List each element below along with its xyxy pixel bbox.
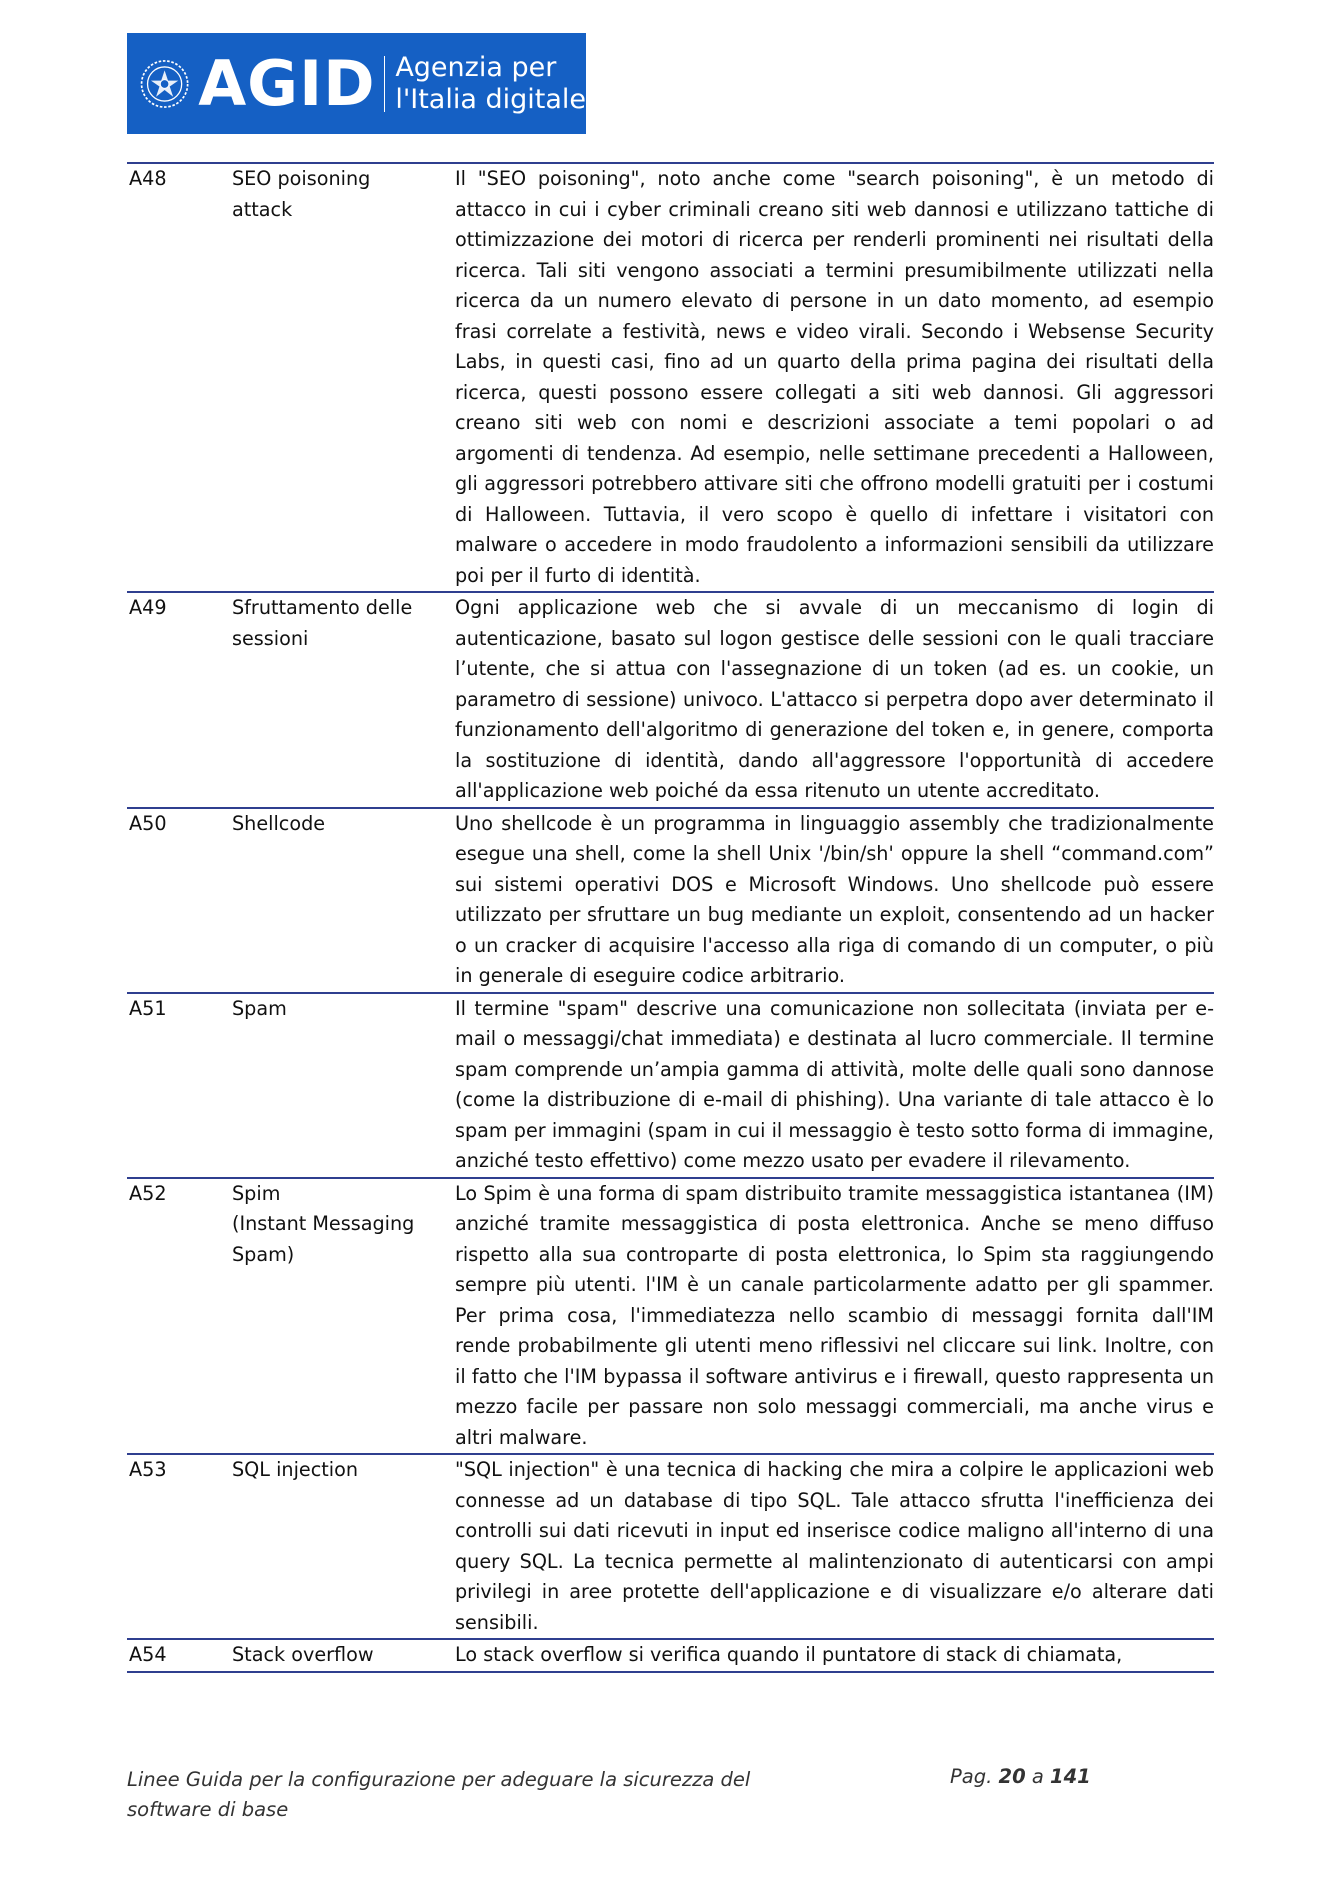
entry-code: A49 [129,596,167,619]
entry-term: Stack overflow [232,1643,374,1666]
table-row [127,163,1214,592]
table-row [127,1454,1214,1639]
footer-doc-title [127,1765,827,1825]
table-row [127,592,1214,808]
org-name [395,52,586,114]
page-number [950,1765,1091,1788]
org-name-line1: Agenzia per [395,52,557,84]
agid-logo [127,33,586,134]
footer-title-line1: Linee Guida per la configurazione per adeguare la sicurezza del [127,1768,751,1791]
entry-code: A54 [129,1643,167,1666]
entry-code: A53 [129,1458,167,1481]
republic-emblem-icon [139,54,190,114]
glossary-table [127,162,1214,1673]
entry-description: Il "SEO poisoning", noto anche come "search poisoning", è un metodo di attacco in cui i cyber criminali creano siti web dannosi e utilizzano tattiche di ottimizzazione dei motori di ricerca per renderli prominenti nei risultati della ricerca. Tali siti vengono associati a termini presumibilmente utilizzati nella ricerca da un numero elevato di persone in un dato momento, ad esempio frasi correlate a festività, news e video virali. Secondo i Websense Security Labs, in questi casi, fino ad un quarto della prima pagina dei risultati della ricerca, questi possono essere collegati a siti web dannosi. Gli aggressori creano siti web con nomi e descrizioni associate a temi popolari o ad argomenti di tendenza. Ad esempio, nelle settimane precedenti a Halloween, gli aggressori potrebbero attivare siti che offrono modelli gratuiti per i costumi di Halloween. Tuttavia, il vero scopo è quello di infettare i visitatori con malware o accedere in modo fraudolento a informazioni sensibili da utilizzare poi per il furto di identità. [455,167,1214,587]
logo-wordmark: AGID [198,46,376,120]
entry-code: A52 [129,1181,167,1205]
entry-term: Sfruttamento delle sessioni [232,596,413,650]
entry-term: Spim (Instant Messaging Spam) [232,1181,415,1266]
table-row [127,1639,1214,1672]
entry-description: Uno shellcode è un programma in linguaggio assembly che tradizionalmente esegue una shell, come la shell Unix '/bin/sh' oppure la shell “command.com” sui sistemi operativi DOS e Microsoft Windows. Uno shellcode può essere utilizzato per sfruttare un bug mediante un exploit, consentendo ad un hacker o un cracker di acquisire l'accesso alla riga di comando di un computer, o più in generale di eseguire codice arbitrario. [455,811,1214,987]
page-total: 141 [1050,1765,1091,1788]
entry-code: A50 [129,811,167,835]
entry-term: SEO poisoning attack [232,167,371,221]
entry-code: A48 [129,167,167,190]
page-separator: a [1031,1765,1044,1788]
org-name-line2: l'Italia digitale [395,83,586,115]
entry-term: SQL injection [232,1458,359,1481]
entry-description: Lo Spim è una forma di spam distribuito tramite messaggistica istantanea (IM) anziché tramite messaggistica di posta elettronica. Anche se meno diffuso rispetto alla sua controparte di posta elettronica, lo Spim sta raggiungendo sempre più utenti. l'IM è un canale particolarmente adatto per gli spammer. Per prima cosa, l'immediatezza nello scambio di messaggi fornita dall'IM rende probabilmente gli utenti meno riflessivi nel cliccare sui link. Inoltre, con il fatto che l'IM bypassa il software antivirus e i firewall, questo rappresenta un mezzo facile per passare non solo messaggi commerciali, ma anche virus e altri malware. [455,1181,1214,1449]
page-prefix: Pag. [950,1765,993,1788]
table-row [127,1178,1214,1455]
entry-description: Lo stack overflow si verifica quando il puntatore di stack di chiamata, [455,1643,1123,1666]
entry-code: A51 [129,996,167,1020]
entry-description: Ogni applicazione web che si avvale di un meccanismo di login di autenticazione, basato sul logon gestisce delle sessioni con le quali tracciare l’utente, che si attua con l'assegnazione di un token (ad es. un cookie, un parametro di sessione) univoco. L'attacco si perpetra dopo aver determinato il funzionamento dell'algoritmo di generazione del token e, in genere, comporta la sostituzione di identità, dando all'aggressore l'opportunità di accedere all'applicazione web poiché da essa ritenuto un utente accreditato. [455,596,1214,802]
table-row [127,993,1214,1178]
logo-divider [384,56,386,112]
entry-description: Il termine "spam" descrive una comunicazione non sollecitata (inviata per e-mail o messaggi/chat immediata) e destinata al lucro commerciale. Il termine spam comprende un’ampia gamma di attività, molte delle quali sono dannose (come la distribuzione di e-mail di phishing). Una variante di tale attacco è lo spam per immagini (spam in cui il messaggio è testo sotto forma di immagine, anziché testo effettivo) come mezzo usato per evadere il rilevamento. [455,996,1214,1172]
page-current: 20 [998,1765,1026,1788]
entry-description: "SQL injection" è una tecnica di hacking che mira a colpire le applicazioni web connesse ad un database di tipo SQL. Tale attacco sfrutta l'inefficienza dei controlli sui dati ricevuti in input ed inserisce codice maligno all'interno di una query SQL. La tecnica permette al malintenzionato di autenticarsi con ampi privilegi in aree protette dell'applicazione e di visualizzare e/o alterare dati sensibili. [455,1458,1214,1634]
entry-term: Spam [232,996,287,1020]
entry-term: Shellcode [232,811,326,835]
table-row [127,808,1214,993]
footer-title-line2: software di base [127,1798,289,1821]
